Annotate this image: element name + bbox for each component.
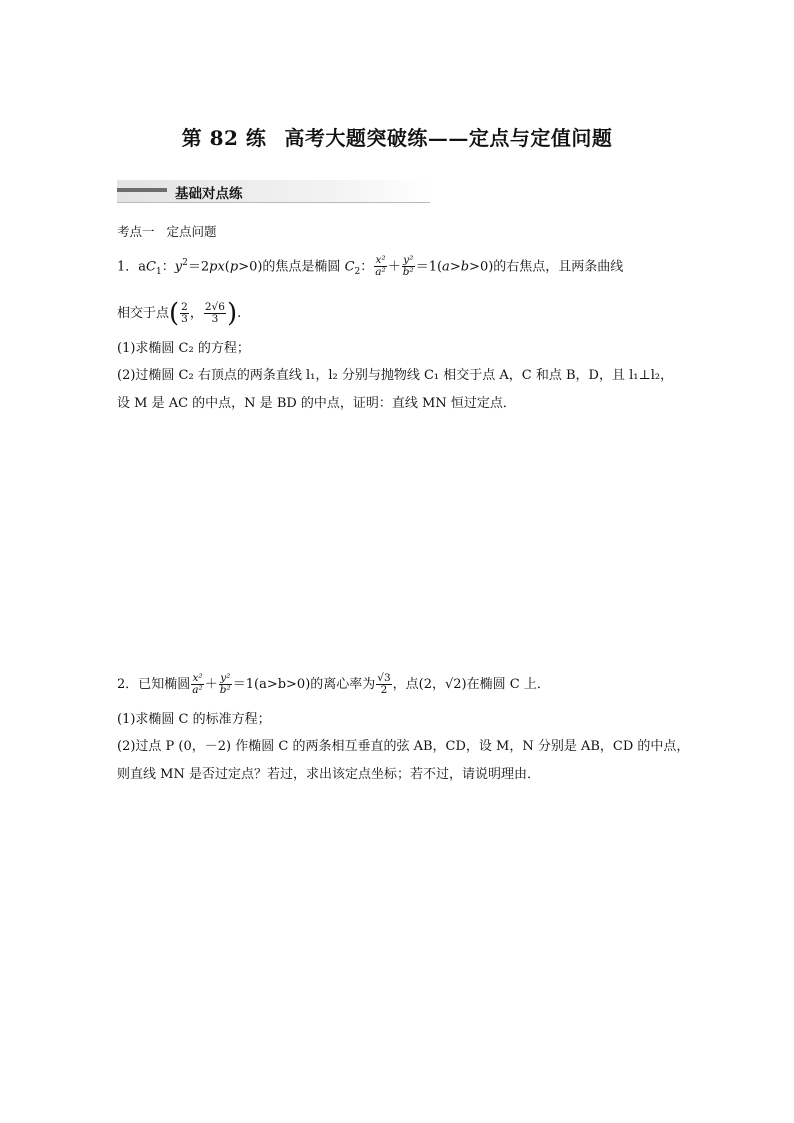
math-sub: 1 <box>156 266 162 277</box>
fraction: $\frac{2}{3}$ <box>181 301 188 325</box>
problem-2-question-2-line-2: 则直线 MN 是否过定点？若过，求出该定点坐标；若不过，请说明理由． <box>117 767 540 782</box>
section-header <box>117 180 430 203</box>
page-title-text: 高考大题突破练——定点与定值问题 <box>284 126 613 150</box>
stem-text: 已知椭圆 <box>138 677 191 692</box>
fraction: $\frac{\text{x²}}{\text{a²}}$ <box>375 254 386 279</box>
fraction: $\frac{\text{y²}}{\text{b²}}$ <box>219 672 231 696</box>
problem-2-question-2-line-1: (2)过点 P (0，－2) 作椭圆 C 的两条相互垂直的弦 AB，CD，设 M，N 分别是 AB，CD 的中点， <box>117 739 690 754</box>
problem-1-question-1: (1)求椭圆 C₂ 的方程； <box>117 341 250 356</box>
problem-1-question-2-line-1: (2)过椭圆 C₂ 右顶点的两条直线 l₁，l₂ 分别与抛物线 C₁ 相交于点 A，C 和点 B，D，且 l₁⊥l₂， <box>117 368 674 383</box>
stem-text: ( <box>224 259 230 275</box>
math-sub: 2 <box>354 266 361 277</box>
paren-right: ) <box>226 298 238 329</box>
problem-1-question-2-line-2: 设 M 是 AC 的中点，N 是 BD 的中点，证明：直线 MN 恒过定点． <box>117 396 516 411</box>
problem-2-question-1: (1)求椭圆 C 的标准方程； <box>117 712 271 727</box>
stem-text: a <box>138 259 147 275</box>
stem-text: ＝1( <box>415 259 443 275</box>
kaodian-heading <box>117 222 217 240</box>
kaodian-label: 考点一 <box>117 224 155 239</box>
stem-text: ＋ <box>387 259 401 275</box>
stem-text: ， <box>189 306 203 321</box>
math-symbol: y <box>174 259 183 275</box>
section-bar-icon <box>117 188 167 192</box>
stem-text: > <box>449 259 461 275</box>
math-symbol: b <box>460 259 470 275</box>
math-symbol: C <box>344 259 355 275</box>
fraction: $\frac{2√6}{3}$ <box>204 301 225 325</box>
page-title-number: 第 82 练 <box>181 126 267 150</box>
fraction: $\frac{\text{x²}}{\text{a²}}$ <box>192 672 203 696</box>
problem-number: 2． <box>117 677 139 692</box>
problem-1-stem-line-2 <box>117 298 242 329</box>
math-symbol: a <box>442 259 450 275</box>
problem-number: 1． <box>117 259 139 275</box>
stem-text: 相交于点 <box>117 306 170 321</box>
paren-left: ( <box>169 298 180 329</box>
math-symbol: p <box>229 259 239 275</box>
stem-text: ，点(2，√2)在椭圆 C 上． <box>392 677 550 692</box>
stem-text: ： <box>360 259 374 275</box>
fraction: $\frac{\text{y²}}{\text{b²}}$ <box>402 254 414 279</box>
problem-2-stem <box>117 673 550 696</box>
page-title <box>0 122 794 151</box>
fraction: $\frac{√3}{2}$ <box>377 672 391 696</box>
stem-text: ＝1(a>b>0)的离心率为 <box>232 677 376 692</box>
stem-text: . <box>237 306 242 321</box>
stem-text: ： <box>161 259 175 275</box>
math-symbol: C <box>146 259 156 275</box>
stem-text: ＝2 <box>187 259 210 275</box>
math-symbol: px <box>209 259 225 275</box>
section-label: 基础对点练 <box>175 186 243 202</box>
problem-1-stem-line-1 <box>117 253 623 282</box>
stem-text: >0)的右焦点，且两条曲线 <box>469 259 624 275</box>
stem-text: ＋ <box>204 677 218 692</box>
kaodian-topic: 定点问题 <box>166 224 217 239</box>
stem-text: >0)的焦点是椭圆 <box>238 259 345 275</box>
math-sup: 2 <box>182 258 188 268</box>
